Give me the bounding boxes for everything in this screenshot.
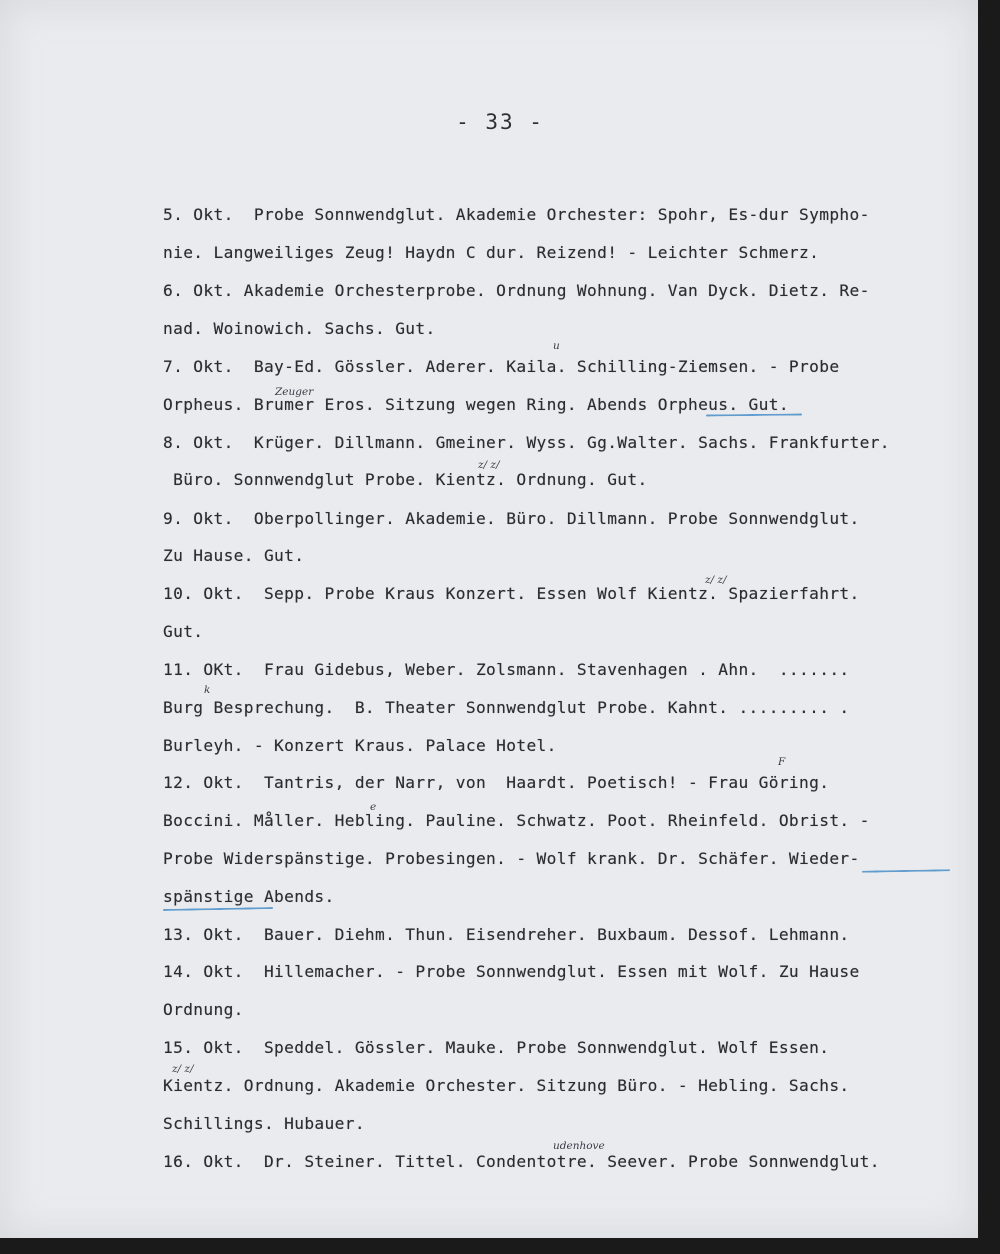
text-line: Zu Hause. Gut. — [163, 546, 305, 565]
text-line: Ordnung. — [163, 1000, 244, 1019]
text-line: Gut. — [163, 622, 204, 641]
handnote-kientz-3: z/ z/ — [172, 1063, 194, 1075]
handnote-u: u — [553, 340, 560, 352]
text-line: 7. Okt. Bay-Ed. Gössler. Aderer. Kaila. Schilling-Ziemsen. - Probe — [163, 357, 840, 376]
text-line: Burleyh. - Konzert Kraus. Palace Hotel. — [163, 736, 557, 755]
text-line: 15. Okt. Speddel. Gössler. Mauke. Probe Sonnwendglut. Wolf Essen. — [163, 1038, 830, 1057]
text-line: Probe Widerspänstige. Probesingen. - Wolf krank. Dr. Schäfer. Wieder- — [163, 849, 860, 868]
handnote-f: F — [778, 756, 786, 768]
text-line: 6. Okt. Akademie Orchesterprobe. Ordnung Wohnung. Van Dyck. Dietz. Re- — [163, 281, 870, 300]
text-line: spänstige Abends. — [163, 887, 335, 906]
underline-orpheus — [706, 413, 802, 416]
text-line: 13. Okt. Bauer. Diehm. Thun. Eisendreher. Buxbaum. Dessof. Lehmann. — [163, 925, 850, 944]
handnote-zeuger: Zeuger — [275, 386, 314, 398]
page-number: - 33 - — [456, 110, 544, 134]
handnote-kientz-1: z/ z/ — [478, 459, 500, 471]
underline-widerspaenstige-1 — [862, 869, 950, 873]
handnote-udenhove: udenhove — [553, 1140, 605, 1152]
text-line: 16. Okt. Dr. Steiner. Tittel. Condentotre. Seever. Probe Sonnwendglut. — [163, 1152, 880, 1171]
text-line: 5. Okt. Probe Sonnwendglut. Akademie Orchester: Spohr, Es-dur Sympho- — [163, 205, 870, 224]
text-line: Büro. Sonnwendglut Probe. Kientz. Ordnung. Gut. — [163, 470, 648, 489]
text-line: 14. Okt. Hillemacher. - Probe Sonnwendglut. Essen mit Wolf. Zu Hause — [163, 962, 860, 981]
text-line: Orpheus. Brumer Eros. Sitzung wegen Ring. Abends Orpheus. Gut. — [163, 395, 789, 414]
text-line: Boccini. Måller. Hebling. Pauline. Schwatz. Poot. Rheinfeld. Obrist. - — [163, 811, 870, 830]
handnote-k: k — [204, 684, 211, 696]
text-line: 10. Okt. Sepp. Probe Kraus Konzert. Essen Wolf Kientz. Spazierfahrt. — [163, 584, 860, 603]
text-line: 9. Okt. Oberpollinger. Akademie. Büro. Dillmann. Probe Sonnwendglut. — [163, 509, 860, 528]
text-line: Burg Besprechung. B. Theater Sonnwendglut Probe. Kahnt. ......... . — [163, 698, 850, 717]
text-line: Schillings. Hubauer. — [163, 1114, 365, 1133]
text-line: 12. Okt. Tantris, der Narr, von Haardt. Poetisch! - Frau Göring. — [163, 773, 830, 792]
text-line: nad. Woinowich. Sachs. Gut. — [163, 319, 436, 338]
text-line: 8. Okt. Krüger. Dillmann. Gmeiner. Wyss. Gg.Walter. Sachs. Frankfurter. — [163, 433, 890, 452]
text-line: nie. Langweiliges Zeug! Haydn C dur. Reizend! - Leichter Schmerz. — [163, 243, 820, 262]
underline-widerspaenstige-2 — [163, 907, 273, 911]
handnote-e: e — [370, 801, 377, 813]
text-line: 11. OKt. Frau Gidebus, Weber. Zolsmann. Stavenhagen . Ahn. ....... — [163, 660, 850, 679]
text-line: Kientz. Ordnung. Akademie Orchester. Sitzung Büro. - Hebling. Sachs. — [163, 1076, 850, 1095]
handnote-kientz-2: z/ z/ — [705, 574, 727, 586]
